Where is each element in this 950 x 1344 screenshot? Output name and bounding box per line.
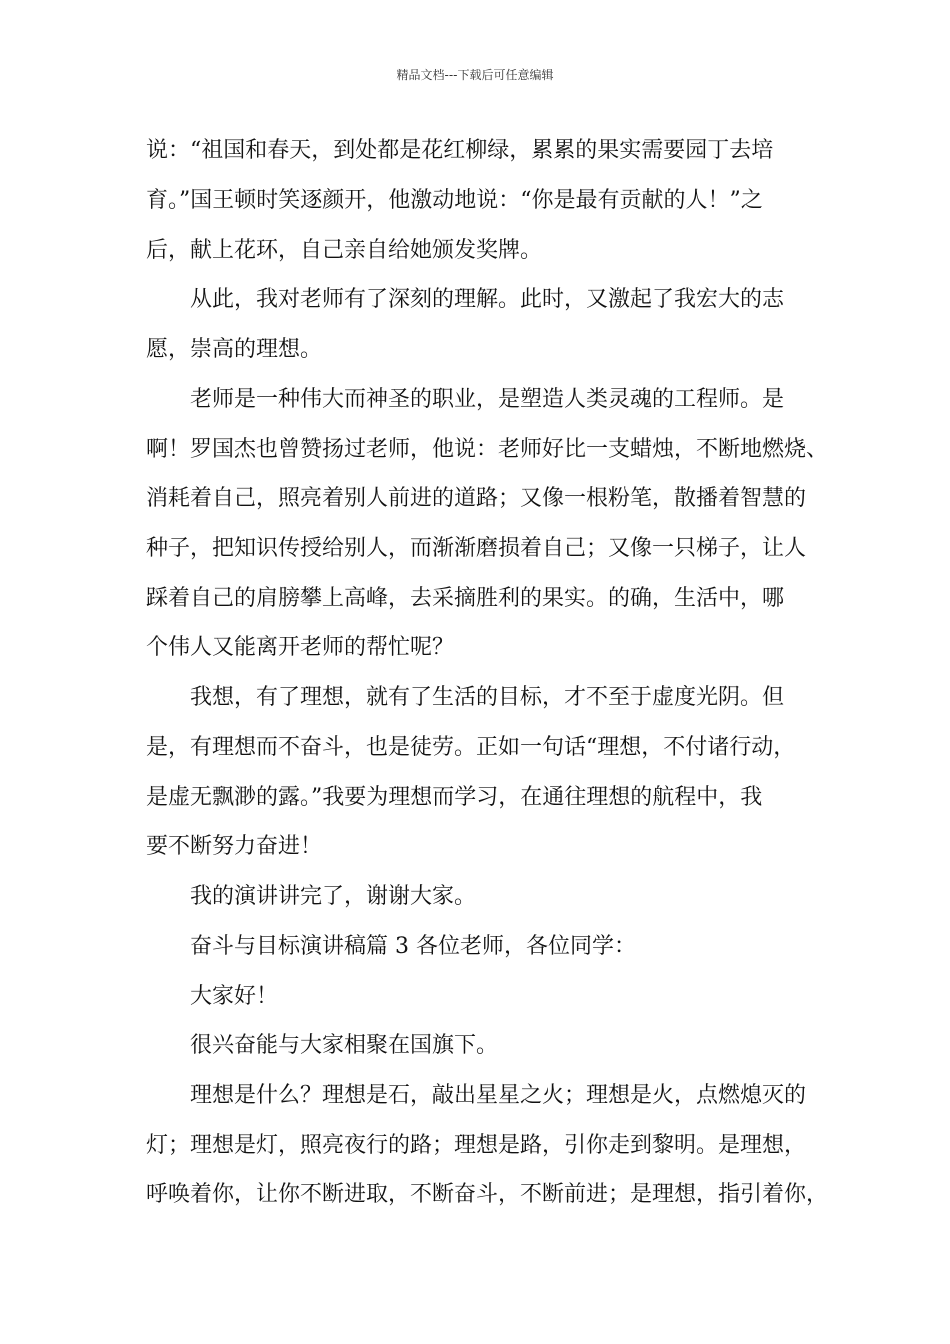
text-line: 灯；理想是灯，照亮夜行的路；理想是路，引你走到黎明。是理想，	[146, 1133, 807, 1158]
text-line: 是虚无飘渺的露。”我要为理想而学习，在通往理想的航程中，我	[146, 785, 763, 810]
paragraph-first-line: 很兴奋能与大家相聚在国旗下。	[190, 1033, 499, 1058]
paragraph-first-line: 从此，我对老师有了深刻的理解。此时，又激起了我宏大的志	[190, 287, 785, 312]
text-line: 后，献上花环，自己亲自给她颁发奖牌。	[146, 238, 543, 263]
text-line: 育。”国王顿时笑逐颜开，他激动地说：“你是最有贡献的人！”之	[146, 188, 763, 213]
paragraph-first-line: 理想是什么？理想是石，敲出星星之火；理想是火，点燃熄灭的	[190, 1083, 807, 1108]
paragraph-first-line: 我想，有了理想，就有了生活的目标，才不至于虚度光阴。但	[190, 685, 785, 710]
text-line: 说：“祖国和春天，到处都是花红柳绿，累累的果实需要园丁去培	[146, 138, 774, 163]
text-line: 是，有理想而不奋斗，也是徒劳。正如一句话“理想，不付诸行动，	[146, 735, 796, 760]
text-line: 呼唤着你，让你不断进取，不断奋斗，不断前进；是理想，指引着你，	[146, 1182, 829, 1207]
paragraph-first-line: 大家好！	[190, 984, 279, 1009]
text-line: 踩着自己的肩膀攀上高峰，去采摘胜利的果实。的确，生活中，哪	[146, 586, 785, 611]
paragraph-first-line: 奋斗与目标演讲稿篇 3 各位老师，各位同学：	[190, 934, 636, 959]
text-line: 种子，把知识传授给别人，而渐渐磨损着自己；又像一只梯子，让人	[146, 536, 807, 561]
text-line: 啊！罗国杰也曾赞扬过老师，他说：老师好比一支蜡烛，不断地燃烧、	[146, 437, 829, 462]
text-line: 要不断努力奋进！	[146, 834, 323, 859]
text-line: 愿，崇高的理想。	[146, 337, 323, 362]
paragraph-first-line: 老师是一种伟大而神圣的职业，是塑造人类灵魂的工程师。是	[190, 387, 785, 412]
text-line: 个伟人又能离开老师的帮忙呢？	[146, 635, 455, 660]
page-header: 精品文档---下载后可任意编辑	[396, 68, 554, 82]
paragraph-first-line: 我的演讲讲完了，谢谢大家。	[190, 884, 477, 909]
text-line: 消耗着自己，照亮着别人前进的道路；又像一根粉笔，散播着智慧的	[146, 486, 807, 511]
